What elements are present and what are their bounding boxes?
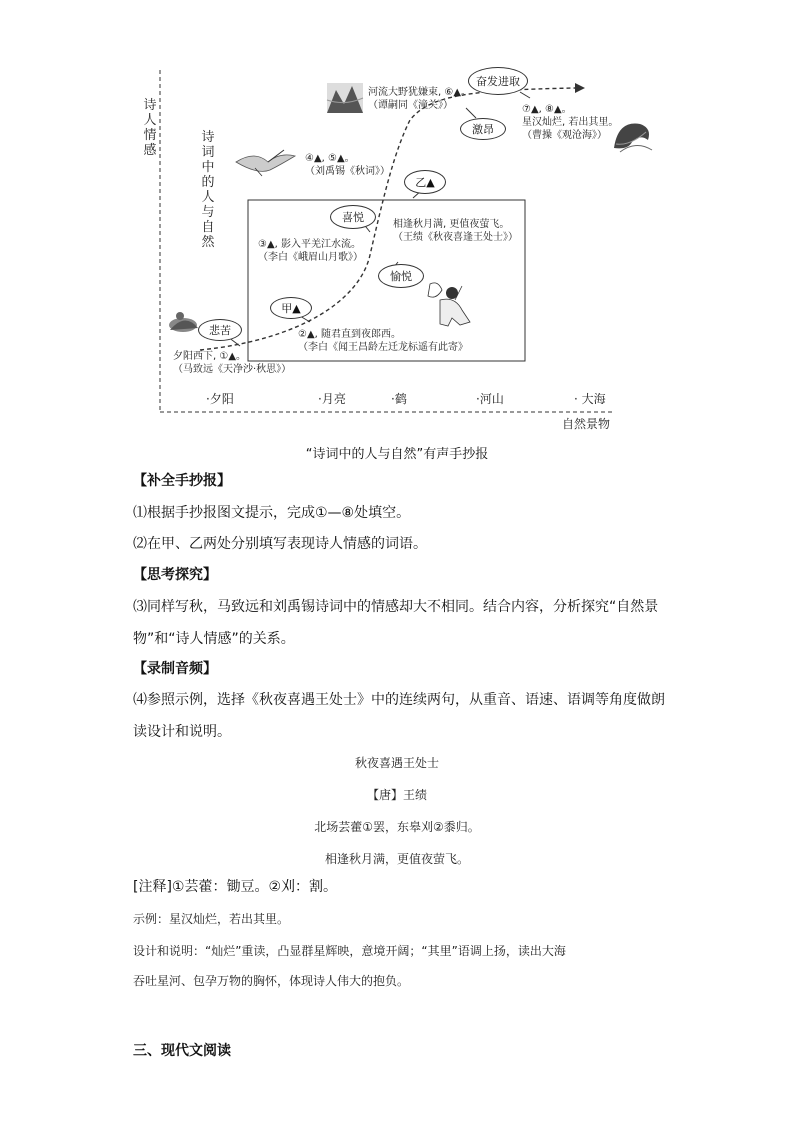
x-tick-river: ·河山 <box>476 392 504 406</box>
bubble-sorrow: 悲苦 <box>198 319 242 341</box>
poem-title: 秋夜喜遇王处士 <box>354 756 439 770</box>
bubble-striving: 奋发进取 <box>468 67 528 95</box>
example-text: 示例：星汉灿烂，若出其里。 <box>133 912 290 926</box>
bubble-yi: 乙▲ <box>404 170 446 194</box>
mountain-illustration <box>327 83 363 113</box>
poem-line-2: 相逢秋月满，更值夜萤飞。 <box>324 852 469 866</box>
y-axis-label-text: 诗 人 情 感 <box>143 98 157 158</box>
poet-illustration <box>428 283 470 326</box>
x-axis-label: 自然景物 <box>562 417 611 431</box>
bubble-jia: 甲▲ <box>270 297 312 319</box>
section-title-audio: 【录制音频】 <box>133 661 217 677</box>
handcopy-chart <box>0 0 794 440</box>
annotation-6: 河流大野犹嫌束, ⑥▲。 （谭嗣同《潼关》） <box>368 87 472 111</box>
poem-line-1: 北场芸藿①罢，东皋刈②黍归。 <box>314 820 480 834</box>
annotation-3: ③▲, 影入平羌江水流。 （李白《峨眉山月歌》） <box>258 239 363 263</box>
poem-notes: [注释]①芸藿：锄豆。②刈：割。 <box>133 879 338 895</box>
section-modern-reading: 三、现代文阅读 <box>133 1043 231 1059</box>
poem-author: 【唐】王绩 <box>366 788 427 802</box>
x-tick-crane: ·鹤 <box>391 392 407 406</box>
sunset-illustration <box>169 312 198 332</box>
crane-illustration <box>236 150 295 176</box>
annotation-4: 相逢秋月满, 更值夜萤飞。 （王绩《秋夜喜逢王处士》） <box>393 219 518 243</box>
bubble-excited: 激昂 <box>460 118 506 140</box>
annotation-2: ②▲, 随君直到夜郎西。 （李白《闻王昌龄左迁龙标遥有此寄》 <box>298 329 468 353</box>
question-3: ⑶同样写秋，马致远和刘禹锡诗词中的情感却大不相同。结合内容，分析探究“自然景 物”和“诗人情感”的关系。 <box>133 599 659 647</box>
annotation-1: 夕阳西下, ①▲。 （马致远《天净沙·秋思》） <box>173 351 292 375</box>
bubble-pleasure: 愉悦 <box>378 264 424 288</box>
bubble-joy: 喜悦 <box>330 205 376 229</box>
question-2: ⑵在甲、乙两处分别填写表现诗人情感的词语。 <box>133 536 427 552</box>
curve-arrowhead <box>575 83 585 93</box>
annotation-7: ⑦▲, ⑧▲。 星汉灿烂, 若出其里。 （曹操《观沧海》） <box>522 104 619 141</box>
emotion-curve <box>200 88 575 350</box>
x-tick-sunset: ·夕阳 <box>206 392 234 406</box>
inner-vertical-label <box>200 130 216 250</box>
annotation-5: ④▲, ⑤▲。 （刘禹锡《秋词》） <box>305 153 390 177</box>
x-tick-moon: ·月亮 <box>318 392 346 406</box>
waves-illustration <box>614 124 652 153</box>
question-4: ⑷参照示例，选择《秋夜喜遇王处士》中的连续两句，从重音、语速、语调等角度做朗 读设计和说明。 <box>133 692 665 740</box>
x-tick-sea: · 大海 <box>574 392 606 406</box>
inner-label-text: 诗 词 中 的 人 与 自 然 <box>201 130 215 250</box>
section-title-complete: 【补全手抄报】 <box>133 473 231 489</box>
y-axis-label <box>142 98 158 158</box>
question-1: ⑴根据手抄报图文提示，完成①—⑧处填空。 <box>133 505 411 521</box>
design-explanation: 设计和说明：“灿烂”重读，凸显群星辉映，意境开阔；“其里”语调上扬，读出大海 吞吐星河、包孕万物的胸怀，体现诗人伟大的抱负。 <box>133 944 566 988</box>
section-title-explore: 【思考探究】 <box>133 567 217 583</box>
chart-caption: “诗词中的人与自然”有声手抄报 <box>305 447 489 462</box>
